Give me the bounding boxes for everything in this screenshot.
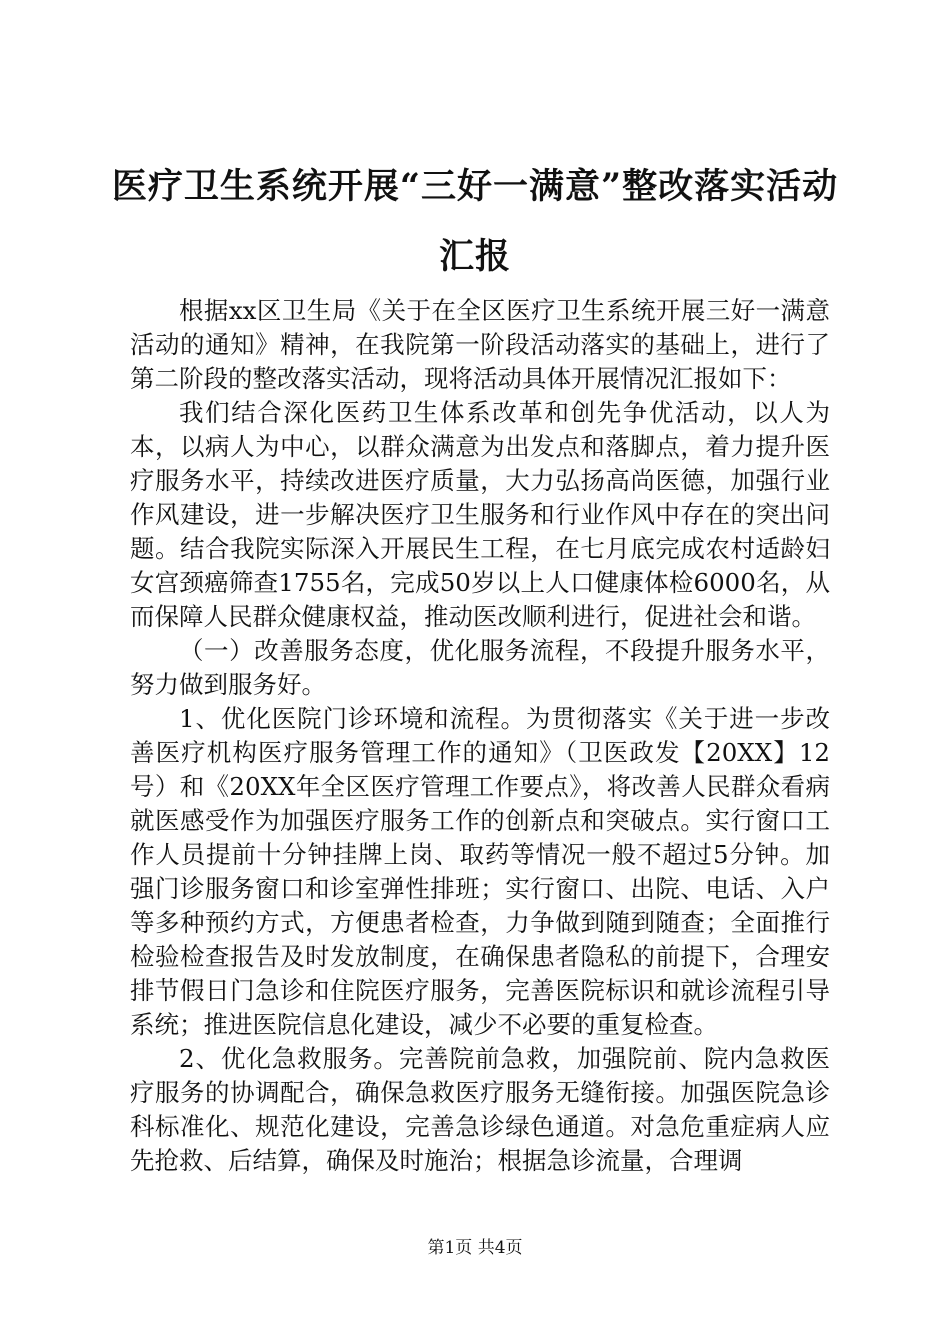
paragraph-item-1: 1、优化医院门诊环境和流程。为贯彻落实《关于进一步改善医疗机构医疗服务管理工作的通知》（卫医政发【20XX】12号）和《20XX年全区医疗管理工作要点》，将改善人民群众看病就医感受作为加强医疗服务工作的创新点和突破点。实行窗口工作人员提前十分钟挂牌上岗、取药等情况一般不超过5分钟。加强门诊服务窗口和诊室弹性排班；实行窗口、出院、电话、入户等多种预约方式，方便患者检查，力争做到随到随查；全面推行检验检查报告及时发放制度，在确保患者隐私的前提下，合理安排节假日门急诊和住院医疗服务，完善医院标识和就诊流程引导系统；推进医院信息化建设，减少不必要的重复检查。 (130, 704, 830, 1039)
paragraph-overview: 我们结合深化医药卫生体系改革和创先争优活动，以人为本，以病人为中心，以群众满意为出发点和落脚点，着力提升医疗服务水平，持续改进医疗质量，大力弘扬高尚医德，加强行业作风建设，进一步解决医疗卫生服务和行业作风中存在的突出问题。结合我院实际深入开展民生工程，在七月底完成农村适龄妇女宫颈癌筛查1755名，完成50岁以上人口健康体检6000名，从而保障人民群众健康权益，推动医改顺利进行，促进社会和谐。 (130, 398, 830, 631)
document-title: 医疗卫生系统开展“三好一满意”整改落实活动汇报 (111, 166, 839, 277)
page-footer: 第1页 共4页 (427, 1238, 523, 1258)
document-body (130, 294, 830, 1178)
paragraph-item-2: 2、优化急救服务。完善院前急救，加强院前、院内急救医疗服务的协调配合，确保急救医疗服务无缝衔接。加强医院急诊科标准化、规范化建设，完善急诊绿色通道。对急危重症病人应先抢救、后结算，确保及时施治；根据急诊流量，合理调 (130, 1044, 830, 1175)
paragraph-section-one-heading: （一）改善服务态度，优化服务流程，不段提升服务水平，努力做到服务好。 (130, 636, 830, 699)
paragraph-intro: 根据xx区卫生局《关于在全区医疗卫生系统开展三好一满意活动的通知》精神，在我院第一阶段活动落实的基础上，进行了第二阶段的整改落实活动，现将活动具体开展情况汇报如下： (130, 296, 830, 393)
